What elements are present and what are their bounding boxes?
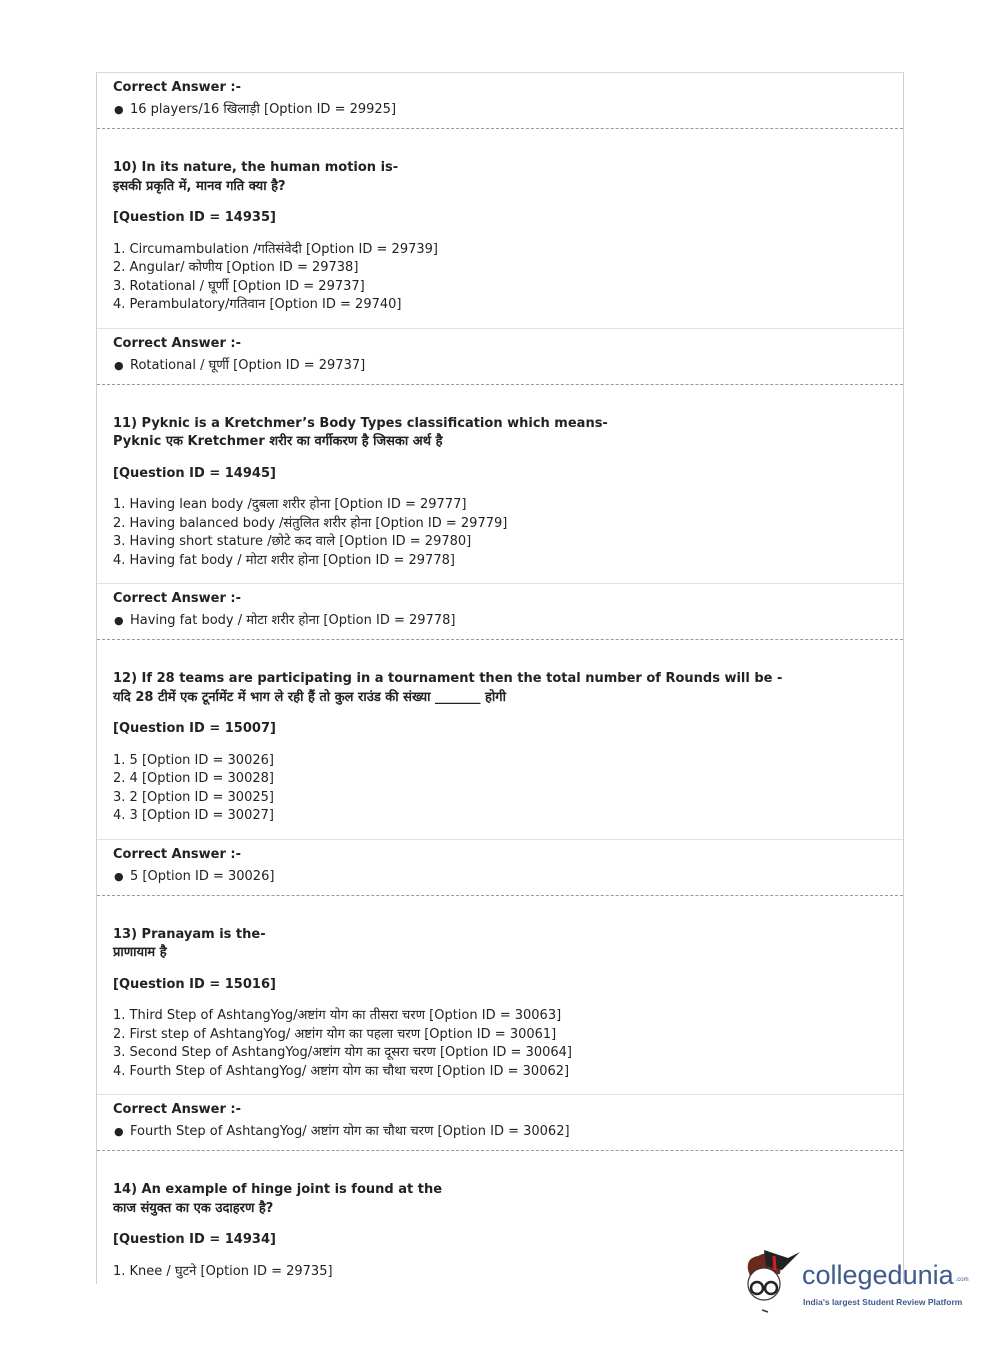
option-item: 4. 3 [Option ID = 30027] — [113, 808, 274, 823]
question-title-hi: प्राणायाम है — [113, 945, 167, 960]
option-item: 2. 4 [Option ID = 30028] — [113, 771, 274, 786]
option-item: 1. Third Step of AshtangYog/अष्टांग योग का तीसरा चरण [Option ID = 30063] — [113, 1008, 562, 1023]
logo-tagline: India's largest Student Review Platform — [803, 1297, 963, 1307]
question-id: [Question ID = 14935] — [113, 210, 276, 225]
options-list — [113, 752, 887, 826]
answer-block — [97, 584, 903, 640]
option-item: 3. 2 [Option ID = 30025] — [113, 789, 274, 805]
answer-block — [97, 329, 903, 385]
correct-answer-item — [113, 868, 887, 887]
bullet-icon: ● — [114, 103, 124, 116]
question-title-en: 13) Pranayam is the- — [113, 926, 266, 942]
option-item: 3. Rotational / घूर्णी [Option ID = 29737] — [113, 278, 365, 294]
question-block — [97, 896, 903, 1096]
question-block — [97, 129, 903, 329]
correct-answer-label: Correct Answer :- — [113, 1102, 241, 1117]
logo-suffix: .com — [955, 1277, 969, 1283]
option-item: 3. Having short stature /छोटे कद वाले [Option ID = 29780] — [113, 534, 472, 549]
answer-text: Fourth Step of AshtangYog/ अष्टांग योग का चौथा चरण [Option ID = 30062] — [130, 1124, 570, 1139]
correct-answer-label: Correct Answer :- — [113, 335, 241, 351]
logo-wordmark: collegedunia — [802, 1260, 954, 1290]
correct-answer-label: Correct Answer :- — [113, 591, 241, 606]
options-list — [113, 241, 887, 315]
option-item: 4. Perambulatory/गतिवान [Option ID = 29740] — [113, 297, 402, 312]
answer-block — [97, 73, 903, 129]
correct-answer-item — [113, 612, 887, 631]
question-block — [97, 640, 903, 840]
answer-text: Rotational / घूर्णी [Option ID = 29737] — [130, 357, 366, 373]
question-title-hi: इसकी प्रकृति में, मानव गति क्या है? — [113, 178, 286, 194]
question-id: [Question ID = 15016] — [113, 976, 276, 992]
option-item: 4. Fourth Step of AshtangYog/ अष्टांग योग का चौथा चरण [Option ID = 30062] — [113, 1063, 570, 1079]
answer-block — [97, 840, 903, 896]
answer-text: 5 [Option ID = 30026] — [130, 868, 275, 884]
question-id: [Question ID = 14945] — [113, 465, 276, 481]
logo-wordmark-group — [802, 1258, 969, 1292]
option-item: 1. Circumambulation /गतिसंवेदी [Option ID = 29739] — [113, 241, 438, 257]
options-list — [113, 1007, 887, 1081]
answer-text: Having fat body / मोटा शरीर होना [Option ID = 29778] — [130, 613, 456, 628]
option-item: 4. Having fat body / मोटा शरीर होना [Option ID = 29778] — [113, 552, 455, 568]
answer-sheet — [96, 72, 904, 1284]
question-title-hi: यदि 28 टीमें एक टूर्नामेंट में भाग ले रही हैं तो कुल राउंड की संख्या _______ होगी — [113, 689, 506, 705]
question-title-en: 10) In its nature, the human motion is- — [113, 160, 399, 175]
correct-answer-item — [113, 101, 887, 120]
question-title-en: 11) Pyknic is a Kretchmer’s Body Types classification which means- — [113, 415, 608, 431]
question-title-en: 14) An example of hinge joint is found at the — [113, 1182, 443, 1197]
option-item: 1. Having lean body /दुबला शरीर होना [Option ID = 29777] — [113, 497, 467, 512]
correct-answer-item — [113, 1123, 887, 1142]
question-title-hi: Pyknic एक Kretchmer शरीर का वर्गीकरण है जिसका अर्थ है — [113, 434, 443, 449]
options-list — [113, 496, 887, 570]
option-item: 1. 5 [Option ID = 30026] — [113, 752, 274, 768]
bullet-icon: ● — [114, 869, 124, 883]
collegedunia-logo — [742, 1248, 997, 1320]
question-title-en: 12) If 28 teams are participating in a tournament then the total number of Rounds will be - — [113, 671, 783, 686]
option-item: 2. Having balanced body /संतुलित शरीर होना [Option ID = 29779] — [113, 515, 508, 531]
question-id: [Question ID = 14934] — [113, 1232, 276, 1247]
question-block — [97, 385, 903, 585]
option-item: 3. Second Step of AshtangYog/अष्टांग योग का दूसरा चरण [Option ID = 30064] — [113, 1045, 572, 1060]
answer-text: 16 players/16 खिलाड़ी [Option ID = 29925] — [130, 102, 397, 117]
option-item: 2. Angular/ कोणीय [Option ID = 29738] — [113, 260, 359, 275]
answer-block — [97, 1095, 903, 1151]
question-id: [Question ID = 15007] — [113, 721, 276, 736]
option-item: 1. Knee / घुटने [Option ID = 29735] — [113, 1263, 333, 1279]
question-title-hi: काज संयुक्त का एक उदाहरण है? — [113, 1200, 274, 1216]
correct-answer-item — [113, 357, 887, 376]
bullet-icon: ● — [114, 614, 124, 627]
option-item: 2. First step of AshtangYog/ अष्टांग योग का पहला चरण [Option ID = 30061] — [113, 1026, 557, 1042]
correct-answer-label: Correct Answer :- — [113, 80, 241, 95]
bullet-icon: ● — [114, 1125, 124, 1138]
bullet-icon: ● — [114, 358, 124, 372]
mascot-icon — [742, 1248, 804, 1320]
correct-answer-label: Correct Answer :- — [113, 846, 241, 862]
